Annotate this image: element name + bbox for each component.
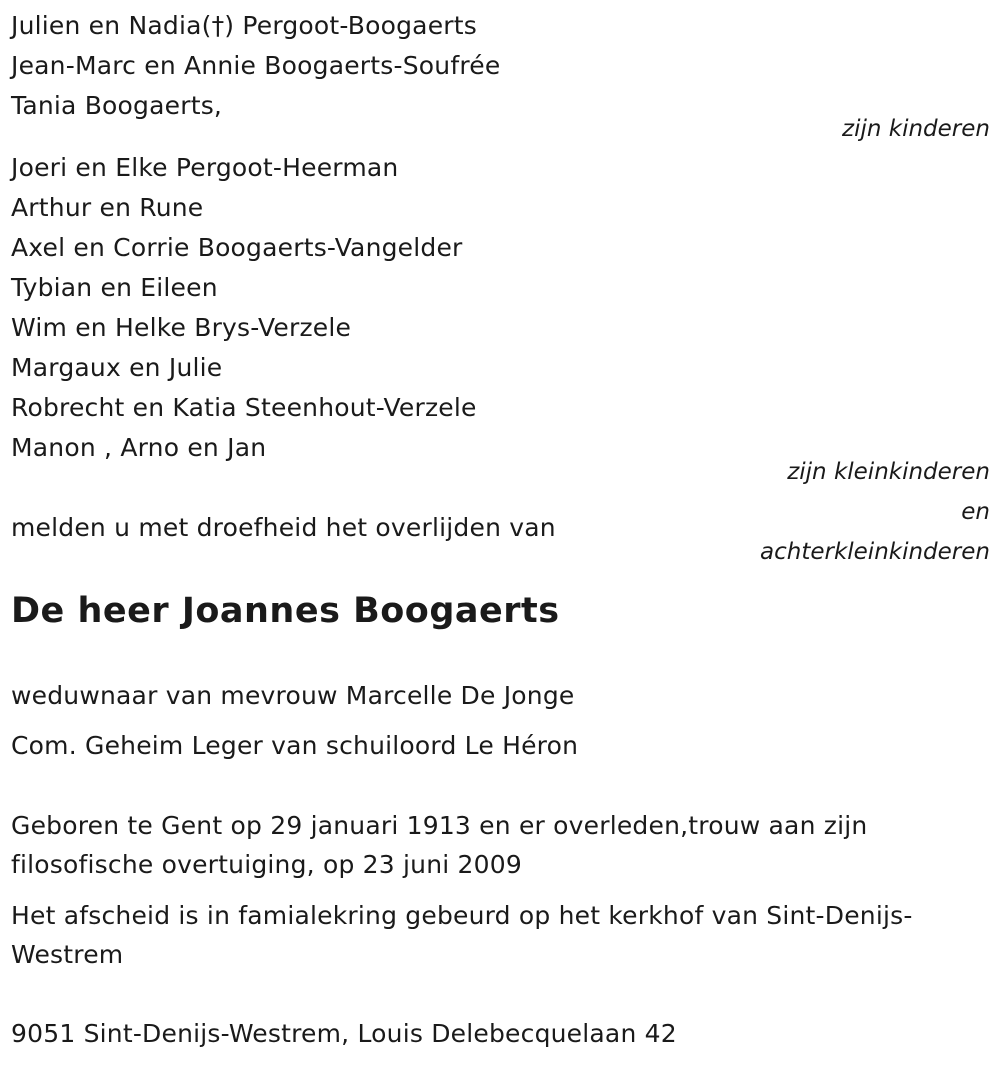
farewell-line-2: Westrem bbox=[11, 940, 124, 969]
grandchild-line-4: Tybian en Eileen bbox=[11, 273, 218, 302]
grandchildren-role-line-2: en bbox=[961, 499, 990, 525]
child-line-2: Jean-Marc en Annie Boogaerts-Soufrée bbox=[11, 51, 501, 80]
grandchild-line-5: Wim en Helke Brys-Verzele bbox=[11, 313, 352, 342]
grandchild-line-3: Axel en Corrie Boogaerts-Vangelder bbox=[11, 233, 463, 262]
grandchild-line-1: Joeri en Elke Pergoot-Heerman bbox=[11, 153, 399, 182]
address-line: 9051 Sint-Denijs-Westrem, Louis Delebecquelaan 42 bbox=[11, 1019, 677, 1048]
grandchildren-role-line-3: achterkleinkinderen bbox=[760, 539, 990, 565]
child-line-3: Tania Boogaerts, bbox=[11, 91, 223, 120]
grandchild-line-8: Manon , Arno en Jan bbox=[11, 433, 267, 462]
grandchild-line-2: Arthur en Rune bbox=[11, 193, 204, 222]
grandchild-line-6: Margaux en Julie bbox=[11, 353, 223, 382]
grandchild-line-7: Robrecht en Katia Steenhout-Verzele bbox=[11, 393, 477, 422]
child-line-1: Julien en Nadia(†) Pergoot-Boogaerts bbox=[11, 11, 477, 40]
born-line-2: filosofische overtuiging, op 23 juni 2009 bbox=[11, 850, 522, 879]
announcement-text: melden u met droefheid het overlijden van bbox=[11, 513, 556, 542]
widower-line: weduwnaar van mevrouw Marcelle De Jonge bbox=[11, 681, 575, 710]
title-line: Com. Geheim Leger van schuiloord Le Héron bbox=[11, 731, 579, 760]
grandchildren-role-line-1: zijn kleinkinderen bbox=[787, 459, 990, 485]
farewell-line-1: Het afscheid is in famialekring gebeurd op het kerkhof van Sint-Denijs- bbox=[11, 901, 913, 930]
children-role-label: zijn kinderen bbox=[842, 116, 990, 142]
born-line-1: Geboren te Gent op 29 januari 1913 en er overleden,trouw aan zijn bbox=[11, 811, 868, 840]
deceased-name: De heer Joannes Boogaerts bbox=[11, 591, 560, 631]
